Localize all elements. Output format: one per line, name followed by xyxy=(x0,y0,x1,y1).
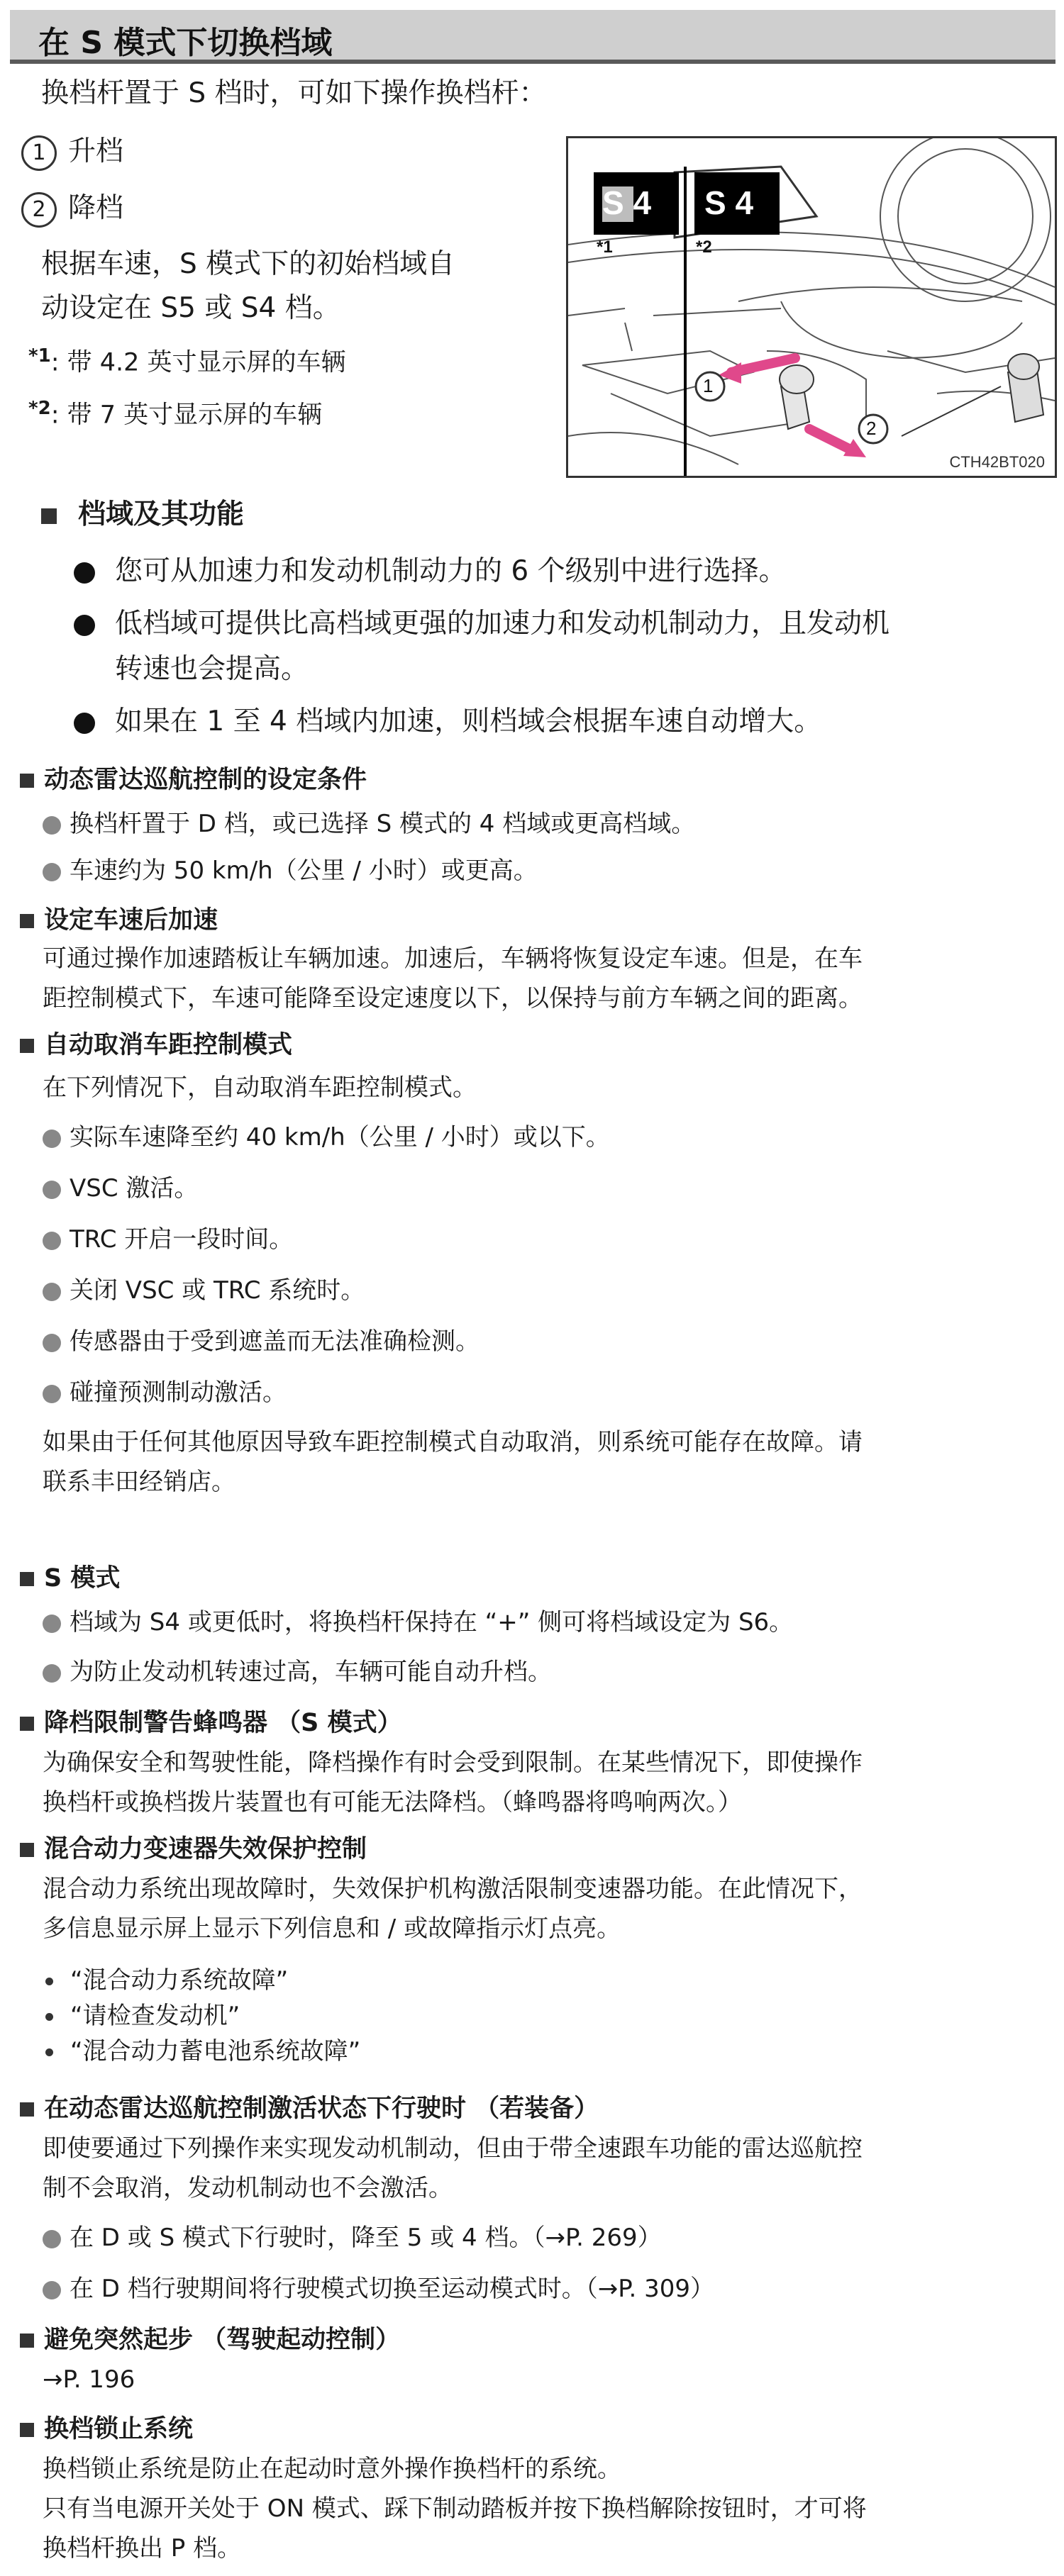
bullet-text: 关闭 VSC 或 TRC 系统时。 xyxy=(70,1276,365,1305)
bullet-text: 碰撞预测制动激活。 xyxy=(70,1378,287,1407)
intro-description xyxy=(41,242,455,330)
smode-item-2 xyxy=(43,1654,552,1690)
bullet-text: 在 D 档行驶期间将行驶模式切换至运动模式时。（→P. 309） xyxy=(70,2275,715,2303)
square-bullet-icon xyxy=(20,774,34,788)
heading-text: 设定车速后加速 xyxy=(44,906,218,935)
footnote-text: : 带 4.2 英寸显示屏的车辆 xyxy=(50,348,346,377)
downhill-line-2: 制不会取消，发动机制动也不会激活。 xyxy=(43,2174,453,2202)
bullet-text: 低档域可提供比高档域更强的加速力和发动机制动力，且发动机 xyxy=(115,608,890,640)
callout-number: 1 xyxy=(21,135,57,171)
intro-item-downshift xyxy=(21,189,123,228)
bullet-text: “请检查发动机” xyxy=(70,2002,240,2030)
cancel-item-5 xyxy=(43,1323,480,1360)
smode-item-1 xyxy=(43,1604,793,1641)
callout-2: 2 xyxy=(866,418,877,439)
radar-item-1 xyxy=(43,805,695,842)
intro-line: 换档杆置于 S 档时，可如下操作换档杆： xyxy=(41,77,547,109)
footnote-2 xyxy=(28,390,322,434)
bullet-icon xyxy=(74,562,95,584)
range-bullet-3 xyxy=(74,702,821,742)
bullet-text: “混合动力蓄电池系统故障” xyxy=(70,2037,361,2065)
heading-radar xyxy=(20,762,367,798)
range-bullet-2 xyxy=(74,604,890,644)
cancel-item-2 xyxy=(43,1170,198,1207)
hybrid-line-2: 多信息显示屏上显示下列信息和 / 或故障指示灯点亮。 xyxy=(43,1914,621,1943)
bullet-icon xyxy=(43,1664,61,1683)
shift-lever-illustration xyxy=(566,136,1057,478)
bullet-text: “混合动力系统故障” xyxy=(70,1966,289,1995)
square-bullet-icon xyxy=(20,1572,34,1586)
bullet-text: 车速约为 50 km/h（公里 / 小时）或更高。 xyxy=(70,857,538,885)
accel-line-2: 距控制模式下，车速可能降至设定速度以下，以保持与前方车辆之间的距离。 xyxy=(43,984,863,1013)
bullet-text: 实际车速降至约 40 km/h（公里 / 小时）或以下。 xyxy=(70,1123,610,1152)
square-bullet-icon xyxy=(20,1039,34,1053)
heading-text: S 模式 xyxy=(44,1564,121,1593)
bullet-icon xyxy=(43,1232,61,1250)
cancel-outro-2: 联系丰田经销店。 xyxy=(43,1468,235,1496)
square-bullet-icon xyxy=(20,1843,34,1857)
range-bullet-1 xyxy=(74,552,787,591)
bullet-text: 为防止发动机转速过高，车辆可能自动升档。 xyxy=(70,1658,552,1686)
description-line: 根据车速，S 模式下的初始档域自 xyxy=(41,248,455,280)
right-gear-display: S 4 xyxy=(704,184,754,221)
square-bullet-icon xyxy=(20,2334,34,2348)
bullet-text: 档域为 S4 或更低时，将换档杆保持在 “+” 侧可将档域设定为 S6。 xyxy=(70,1608,794,1637)
heading-text: 混合动力变速器失效保护控制 xyxy=(44,1835,367,1863)
hybrid-message-2 xyxy=(45,1998,240,2034)
footnote-1 xyxy=(28,338,346,381)
square-bullet-icon xyxy=(20,1717,34,1731)
figure-code: CTH42BT020 xyxy=(949,453,1045,471)
cancel-item-6 xyxy=(43,1374,287,1411)
cancel-item-3 xyxy=(43,1221,293,1258)
section-title: 在 S 模式下切换档域 xyxy=(38,25,333,61)
bullet-icon xyxy=(43,2281,61,2299)
footnote-mark: *2 xyxy=(28,398,51,419)
heading-smode xyxy=(20,1560,120,1597)
bullet-icon xyxy=(45,2013,53,2021)
heading-cancel xyxy=(20,1027,292,1064)
hybrid-message-3 xyxy=(45,2034,360,2069)
square-bullet-icon xyxy=(20,2423,34,2437)
cancel-intro: 在下列情况下，自动取消车距控制模式。 xyxy=(43,1074,477,1102)
bullet-icon xyxy=(43,1385,61,1403)
callout-1: 1 xyxy=(703,375,714,396)
cancel-outro-1: 如果由于任何其他原因导致车距控制模式自动取消，则系统可能存在故障。请 xyxy=(43,1428,863,1456)
square-bullet-icon xyxy=(41,508,57,524)
bullet-icon xyxy=(43,1283,61,1301)
lock-line-2: 只有当电源开关处于 ON 模式、踩下制动踏板并按下换档解除按钮时，才可将 xyxy=(43,2494,867,2523)
bullet-icon xyxy=(43,1615,61,1633)
downhill-item-2 xyxy=(43,2270,714,2307)
lock-line-1: 换档锁止系统是防止在起动时意外操作换档杆的系统。 xyxy=(43,2455,621,2483)
bullet-icon xyxy=(43,1334,61,1352)
hybrid-message-1 xyxy=(45,1963,288,1998)
intro-item-upshift xyxy=(21,132,123,172)
heading-text: 档域及其功能 xyxy=(78,498,245,530)
range-bullet-2-cont: 转速也会提高。 xyxy=(115,653,309,685)
cancel-item-1 xyxy=(43,1119,610,1156)
bullet-icon xyxy=(43,816,61,835)
bullet-icon xyxy=(45,2048,53,2056)
accel-line-1: 可通过操作加速踏板让车辆加速。加速后，车辆将恢复设定车速。但是，在车 xyxy=(43,944,863,973)
buzzer-line-1: 为确保安全和驾驶性能，降档操作有时会受到限制。在某些情况下，即使操作 xyxy=(43,1749,863,1777)
bullet-text: 您可从加速力和发动机制动力的 6 个级别中进行选择。 xyxy=(115,555,787,587)
bullet-icon xyxy=(74,615,95,636)
heading-hybrid xyxy=(20,1831,367,1868)
heading-buzzer xyxy=(20,1705,402,1741)
footnote-mark: *1 xyxy=(28,345,51,367)
buzzer-line-2: 换档杆或换档拨片装置也有可能无法降档。（蜂鸣器将鸣响两次。） xyxy=(43,1788,742,1817)
bullet-text: VSC 激活。 xyxy=(70,1174,199,1203)
bullet-icon xyxy=(43,1181,61,1199)
left-gear-display: S 4 xyxy=(602,184,652,221)
description-line: 动设定在 S5 或 S4 档。 xyxy=(41,292,340,324)
cancel-item-4 xyxy=(43,1272,365,1309)
heading-start xyxy=(20,2321,400,2358)
intro-item-label: 升档 xyxy=(68,135,124,167)
bullet-text: 在 D 或 S 模式下行驶时，降至 5 或 4 档。（→P. 269） xyxy=(70,2224,662,2252)
heading-accel xyxy=(20,902,218,939)
heading-text: 换档锁止系统 xyxy=(44,2415,194,2443)
heading-text: 避免突然起步 （驾驶起动控制） xyxy=(44,2326,401,2354)
right-display-mark: *2 xyxy=(696,238,712,257)
lock-line-3: 换档杆换出 P 档。 xyxy=(43,2534,242,2563)
downhill-line-1: 即使要通过下列操作来实现发动机制动，但由于带全速跟车功能的雷达巡航控 xyxy=(43,2134,863,2163)
footnote-text: : 带 7 英寸显示屏的车辆 xyxy=(50,401,323,430)
heading-lock xyxy=(20,2411,193,2448)
bullet-text: 如果在 1 至 4 档域内加速，则档域会根据车速自动增大。 xyxy=(115,706,822,737)
heading-downhill xyxy=(20,2090,599,2127)
bullet-text: 换档杆置于 D 档，或已选择 S 模式的 4 档域或更高档域。 xyxy=(70,810,696,838)
heading-text: 动态雷达巡航控制的设定条件 xyxy=(44,766,367,794)
section-header xyxy=(10,10,1055,64)
hybrid-line-1: 混合动力系统出现故障时，失效保护机构激活限制变速器功能。在此情况下， xyxy=(43,1875,863,1903)
heading-text: 在动态雷达巡航控制激活状态下行驶时 （若装备） xyxy=(44,2095,599,2123)
left-display-mark: *1 xyxy=(597,238,613,257)
heading-text: 自动取消车距控制模式 xyxy=(44,1031,293,1059)
bullet-icon xyxy=(45,1978,53,1985)
callout-number: 2 xyxy=(21,192,57,228)
bullet-text: TRC 开启一段时间。 xyxy=(70,1225,294,1254)
start-page-ref[interactable]: →P. 196 xyxy=(43,2365,135,2394)
bullet-text: 传感器由于受到遮盖而无法准确检测。 xyxy=(70,1327,480,1356)
bullet-icon xyxy=(43,863,61,881)
heading-text: 降档限制警告蜂鸣器 （S 模式） xyxy=(44,1709,402,1737)
bullet-icon xyxy=(43,1130,61,1148)
bullet-icon xyxy=(74,713,95,734)
downhill-item-1 xyxy=(43,2219,662,2256)
square-bullet-icon xyxy=(20,2102,34,2117)
intro-item-label: 降档 xyxy=(68,192,124,224)
square-bullet-icon xyxy=(20,914,34,928)
radar-item-2 xyxy=(43,852,538,889)
heading-range xyxy=(41,495,244,535)
bullet-icon xyxy=(43,2230,61,2248)
